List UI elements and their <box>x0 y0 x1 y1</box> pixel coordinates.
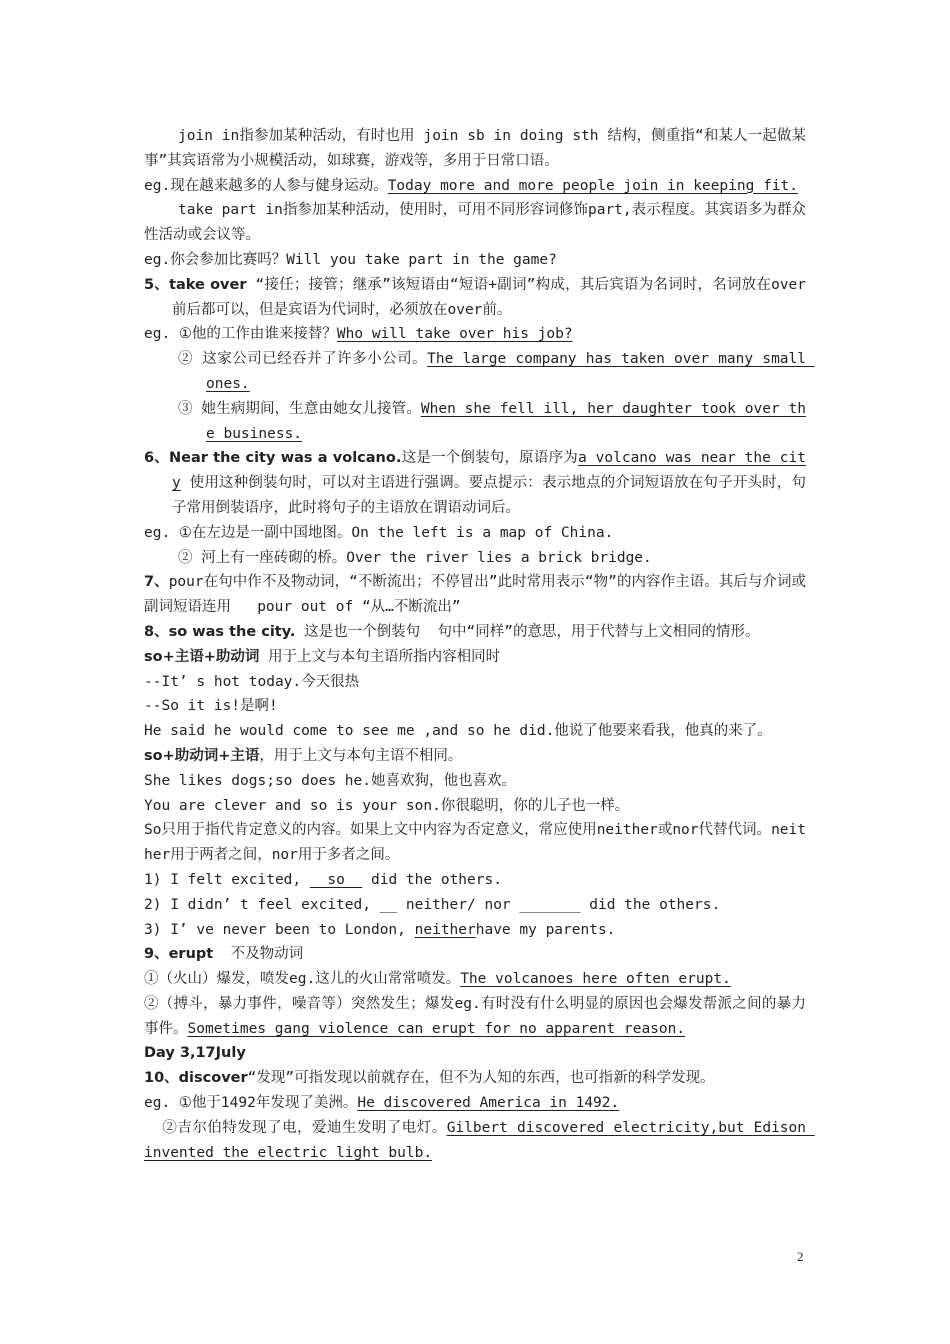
text: eg. ①他的工作由谁来接替？ <box>144 326 337 343</box>
paragraph-example <box>144 992 806 1042</box>
text: have my parents. <box>475 921 616 938</box>
text: 3) I’ ve never been to London, <box>144 921 415 938</box>
heading-text: 9、erupt <box>144 946 214 963</box>
text: “发现”可指发现以前就存在，但不为人知的东西，也可指新的科学发现。 <box>247 1070 715 1087</box>
heading-text: 7、 <box>144 574 169 591</box>
heading-text: Day 3,17July <box>144 1045 246 1062</box>
text: ② 河上有一座砖砌的桥。Over the river lies a brick bridge. <box>178 549 652 566</box>
underlined-answer: He discovered America in 1492. <box>357 1095 620 1112</box>
paragraph-example <box>144 967 806 992</box>
text: eg. ①在左边是一副中国地图。On the left is a map of China. <box>144 524 614 541</box>
paragraph-example <box>144 174 806 199</box>
heading-text: 10、discover <box>144 1070 248 1087</box>
text: You are clever and so is your son.你很聪明，你的儿子也一样。 <box>144 797 630 814</box>
underlined-answer: Sometimes gang violence can erupt for no apparent reason. <box>187 1020 686 1037</box>
paragraph-example <box>144 694 806 719</box>
paragraph-example <box>144 546 806 571</box>
paragraph-example <box>144 397 806 447</box>
paragraph-example <box>144 769 806 794</box>
paragraph-example <box>144 1116 815 1166</box>
heading-text: 5、take over <box>144 276 247 293</box>
text: ①（火山）爆发，喷发eg.这儿的火山常常喷发。 <box>144 971 461 988</box>
underlined-answer: Gilbert discovered electricity,but Edison invented the electric light bulb. <box>144 1119 815 1161</box>
text: 不及物动词 <box>213 946 304 963</box>
text: ②吉尔伯特发现了电，爱迪生发明了电灯。 <box>144 1119 447 1136</box>
exercise-item <box>144 918 806 943</box>
text: 这是也一个倒装句 句中“同样”的意思，用于代替与上文相同的情形。 <box>295 623 760 640</box>
paragraph-rule <box>144 818 806 868</box>
underlined-answer: When she fell ill, her daughter took over the business. <box>206 400 806 442</box>
page-number: 2 <box>797 1249 804 1264</box>
paragraph-join-in <box>144 124 806 174</box>
text: ②（搏斗，暴力事件，噪音等）突然发生；爆发eg.有时没有什么明显的原因也会爆发帮派之间的暴力事件。 <box>144 995 806 1037</box>
underlined-answer: The large company has taken over many small ones. <box>206 351 815 392</box>
paragraph-example <box>144 1091 806 1116</box>
heading-text: 8、so was the city. <box>144 623 296 640</box>
paragraph-example <box>144 248 806 273</box>
text: 使用这种倒装句时，可以对主语进行强调。要点提示：表示地点的介词短语放在句子开头时，句子常用倒装语序，此时将句子的主语放在谓语动词后。 <box>172 475 806 516</box>
text: eg.现在越来越多的人参与健身运动。 <box>144 177 388 194</box>
text: join in指参加某种活动，有时也用 join sb in doing sth 结构，侧重指“和某人一起做某事”其宾语常为小规模活动，如球赛，游戏等，多用于日常口语。 <box>144 128 806 169</box>
text: He said he would come to see me ,and so he did.他说了他要来看我，他真的来了。 <box>144 723 772 740</box>
heading-pour <box>144 570 806 620</box>
text: So只用于指代肯定意义的内容。如果上文中内容为否定意义，常应使用neither或nor代替代词。neither用于两者之间，nor用于多者之间。 <box>144 822 806 864</box>
paragraph-rule <box>144 744 806 769</box>
exercise-item <box>144 893 806 918</box>
document-body <box>144 124 815 1165</box>
paragraph-example <box>144 347 815 397</box>
text: pour在句中作不及物动词，“不断流出；不停冒出”此时常用表示“物”的内容作主语。其后与介词或副词短语连用 pour out of “从…不断流出” <box>144 574 806 616</box>
answer-blank: __so__ <box>309 871 363 888</box>
text: eg.你会参加比赛吗？Will you take part in the game? <box>144 251 557 268</box>
text: --So it is!是啊! <box>144 698 278 715</box>
answer-blank: neither <box>414 921 476 938</box>
heading-text: 6、Near the city was a volcano. <box>144 450 402 467</box>
underlined-answer: Who will take over his job? <box>336 326 573 343</box>
exercise-item <box>144 868 806 893</box>
text: 1) I felt excited, <box>144 871 310 888</box>
text: 用于上文与本句主语所指内容相同时 <box>259 648 501 665</box>
answer-blank: __ neither/ nor _______ <box>379 896 581 913</box>
text: --It’ s hot today.今天很热 <box>144 673 360 690</box>
paragraph-example <box>144 670 806 695</box>
bold-text: so+主语+助动词 <box>144 648 260 665</box>
text: ，用于上文与本句主语不相同。 <box>259 747 463 764</box>
paragraph-example <box>144 322 806 347</box>
underlined-answer: The volcanoes here often erupt. <box>460 971 731 988</box>
paragraph-example <box>144 521 806 546</box>
bold-text: so+助动词+主语 <box>144 747 260 764</box>
paragraph-take-part-in <box>144 198 806 248</box>
text: did the others. <box>362 871 502 888</box>
text: ② 这家公司已经吞并了许多小公司。 <box>178 351 428 368</box>
text: She likes dogs;so does he.她喜欢狗，他也喜欢。 <box>144 772 516 789</box>
paragraph-example <box>144 794 806 819</box>
heading-erupt <box>144 942 806 967</box>
text: take part in指参加某种活动，使用时，可用不同形容词修饰part,表示程度。其宾语多为群众性活动或会议等。 <box>144 202 806 244</box>
heading-discover <box>144 1066 806 1091</box>
day-heading <box>144 1041 806 1066</box>
text: 这是一个倒装句，原语序为 <box>401 450 578 467</box>
underlined-answer: Today more and more people join in keeping fit. <box>387 177 799 194</box>
text: ③ 她生病期间，生意由她女儿接管。 <box>178 400 421 417</box>
text: 2) I didn’ t feel excited, <box>144 896 380 913</box>
paragraph-example <box>144 719 806 744</box>
heading-inversion <box>144 446 806 520</box>
text: eg. ①他于1492年发现了美洲。 <box>144 1095 358 1112</box>
heading-so-was <box>144 620 806 645</box>
underlined-answer: a volcano was near the city <box>172 450 806 492</box>
heading-take-over <box>144 273 806 323</box>
text: “接任；接管；继承”该短语由“短语+副词”构成，其后宾语为名词时，名词放在over前后都可以，但是宾语为代词时，必须放在over前。 <box>172 276 807 318</box>
paragraph-rule <box>144 645 806 670</box>
text: did the others. <box>580 896 721 913</box>
